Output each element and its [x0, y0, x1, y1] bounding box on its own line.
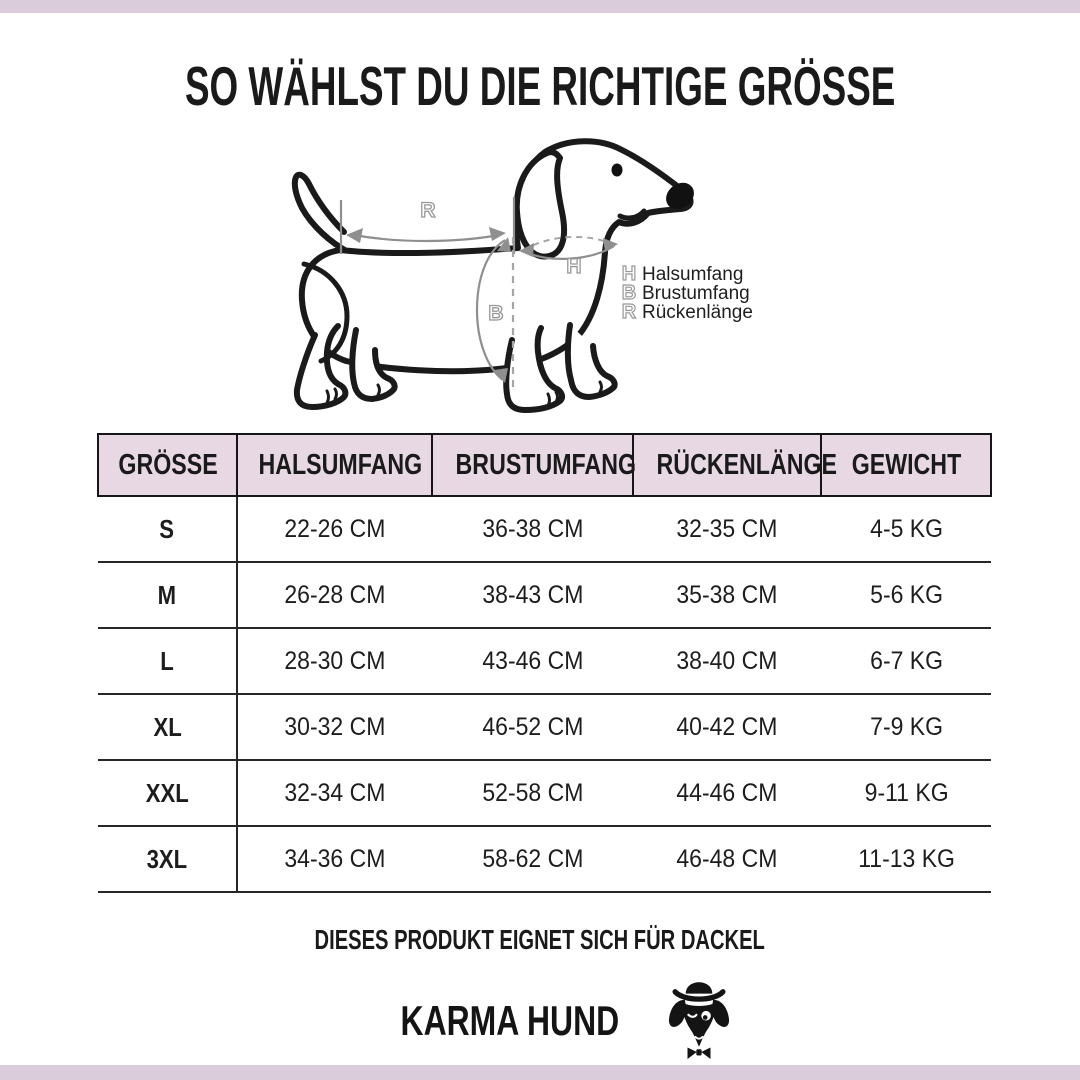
cell-text: 6-7 KG — [869, 646, 943, 675]
cell-text: 4-5 KG — [869, 514, 943, 543]
measurement-cell — [432, 694, 633, 760]
cell-text: 40-42 CM — [676, 712, 778, 741]
dog-head-logo-icon — [660, 975, 738, 1067]
size-label-cell — [98, 760, 237, 826]
bowtie-right — [701, 1048, 710, 1060]
legend-label-halsumfang: Halsumfang — [642, 264, 744, 285]
measurement-cell — [633, 760, 821, 826]
measurement-cell — [432, 562, 633, 628]
size-label-cell — [98, 826, 237, 892]
cell-text: 34-36 CM — [284, 844, 386, 873]
measure-letter-R: R — [420, 199, 436, 222]
measurement-cell — [633, 826, 821, 892]
measurement-cell — [237, 694, 432, 760]
logo-face — [683, 1003, 715, 1046]
dog-ear — [517, 152, 564, 256]
measurement-cell — [432, 826, 633, 892]
brand-name — [366, 997, 654, 1045]
size-label-cell — [98, 562, 237, 628]
table-row — [98, 628, 991, 694]
table-row — [98, 694, 991, 760]
header-gewicht — [821, 434, 991, 496]
bowtie-left — [687, 1048, 696, 1060]
cell-text: 38-40 CM — [676, 646, 778, 675]
size-table — [97, 433, 992, 893]
brand-name-text: KARMA HUND — [400, 997, 620, 1044]
measurement-cell — [432, 760, 633, 826]
legend-key-r: R — [621, 301, 637, 323]
header-text: BRUSTUMFANG — [455, 448, 636, 481]
measurement-cell — [633, 562, 821, 628]
cell-text: 32-34 CM — [284, 778, 386, 807]
legend-label-brustumfang: Brustumfang — [642, 283, 750, 304]
measurement-cell — [821, 628, 991, 694]
logo-ear-right — [712, 1000, 729, 1027]
header-brustumfang — [432, 434, 636, 496]
measure-letter-B: B — [488, 302, 504, 325]
cell-text: M — [157, 579, 177, 610]
cell-text: 43-46 CM — [481, 646, 583, 675]
cell-text: 58-62 CM — [481, 844, 583, 873]
measurement-cell — [821, 496, 991, 562]
dog-front-leg-far — [568, 325, 615, 397]
header-row — [98, 434, 991, 496]
brand-logo — [12, 975, 1080, 1067]
cell-text: S — [159, 513, 175, 544]
dog-eye — [612, 164, 623, 177]
size-table-body — [98, 496, 991, 892]
header-text: RÜCKENLÄNGE — [656, 448, 837, 481]
measurement-cell — [821, 760, 991, 826]
logo-ear-left — [669, 1000, 686, 1027]
bowtie-knot — [696, 1049, 701, 1055]
cell-text: 46-48 CM — [676, 844, 778, 873]
header-rueckenlaenge — [633, 434, 837, 496]
bottom-accent-band — [0, 1065, 1080, 1080]
cell-text: 28-30 CM — [284, 646, 386, 675]
product-note — [0, 924, 1080, 956]
table-row — [98, 826, 991, 892]
cell-text: 36-38 CM — [481, 514, 583, 543]
size-label-cell — [98, 496, 237, 562]
measurement-cell — [821, 694, 991, 760]
cell-text: 7-9 KG — [869, 712, 943, 741]
measurement-diagram — [250, 132, 830, 442]
header-text: HALSUMFANG — [258, 448, 423, 481]
cell-text: 9-11 KG — [864, 778, 949, 807]
cell-text: 11-13 KG — [857, 844, 955, 873]
measurement-cell — [432, 496, 633, 562]
header-text: GEWICHT — [851, 448, 961, 481]
open-eye-pupil — [703, 1015, 708, 1020]
measurement-cell — [633, 496, 821, 562]
measurement-cell — [821, 562, 991, 628]
page-title-text: SO WÄHLST DU DIE RICHTIGE GRÖSSE — [184, 55, 896, 117]
cell-text: 22-26 CM — [284, 514, 386, 543]
cell-text: 46-52 CM — [481, 712, 583, 741]
legend-key-b: B — [621, 282, 637, 304]
table-row — [98, 760, 991, 826]
cell-text: 32-35 CM — [676, 514, 778, 543]
size-table-header — [98, 434, 991, 496]
dachshund-illustration — [250, 132, 830, 442]
measurement-cell — [821, 826, 991, 892]
cell-text: 3XL — [146, 843, 188, 874]
measurement-cell — [237, 496, 432, 562]
top-accent-band — [0, 0, 1080, 13]
measure-legend — [622, 263, 753, 323]
table-row — [98, 496, 991, 562]
cell-text: 35-38 CM — [676, 580, 778, 609]
measurement-cell — [237, 826, 432, 892]
cell-text: L — [160, 645, 174, 676]
header-text: GRÖSSE — [118, 448, 218, 481]
measure-letter-H: H — [566, 255, 582, 278]
measurement-cell — [237, 760, 432, 826]
measurement-cell — [633, 694, 821, 760]
cell-text: 44-46 CM — [676, 778, 778, 807]
measurement-cell — [432, 628, 633, 694]
legend-label-rueckenlaenge: Rückenlänge — [642, 302, 753, 323]
cell-text: 52-58 CM — [481, 778, 583, 807]
header-groesse — [98, 434, 237, 496]
table-row — [98, 562, 991, 628]
header-halsumfang — [237, 434, 432, 496]
legend-key-h: H — [621, 263, 637, 285]
measurement-cell — [237, 562, 432, 628]
measurement-cell — [633, 628, 821, 694]
measurement-cell — [237, 628, 432, 694]
size-label-cell — [98, 628, 237, 694]
cell-text: XL — [153, 711, 182, 742]
size-label-cell — [98, 694, 237, 760]
page-title — [0, 55, 1080, 117]
cell-text: XXL — [145, 777, 189, 808]
product-note-text: DIESES PRODUKT EIGNET SICH FÜR DACKEL — [314, 924, 766, 955]
hat-dome — [686, 982, 713, 993]
cell-text: 26-28 CM — [284, 580, 386, 609]
cell-text: 30-32 CM — [284, 712, 386, 741]
cell-text: 38-43 CM — [481, 580, 583, 609]
cell-text: 5-6 KG — [869, 580, 943, 609]
